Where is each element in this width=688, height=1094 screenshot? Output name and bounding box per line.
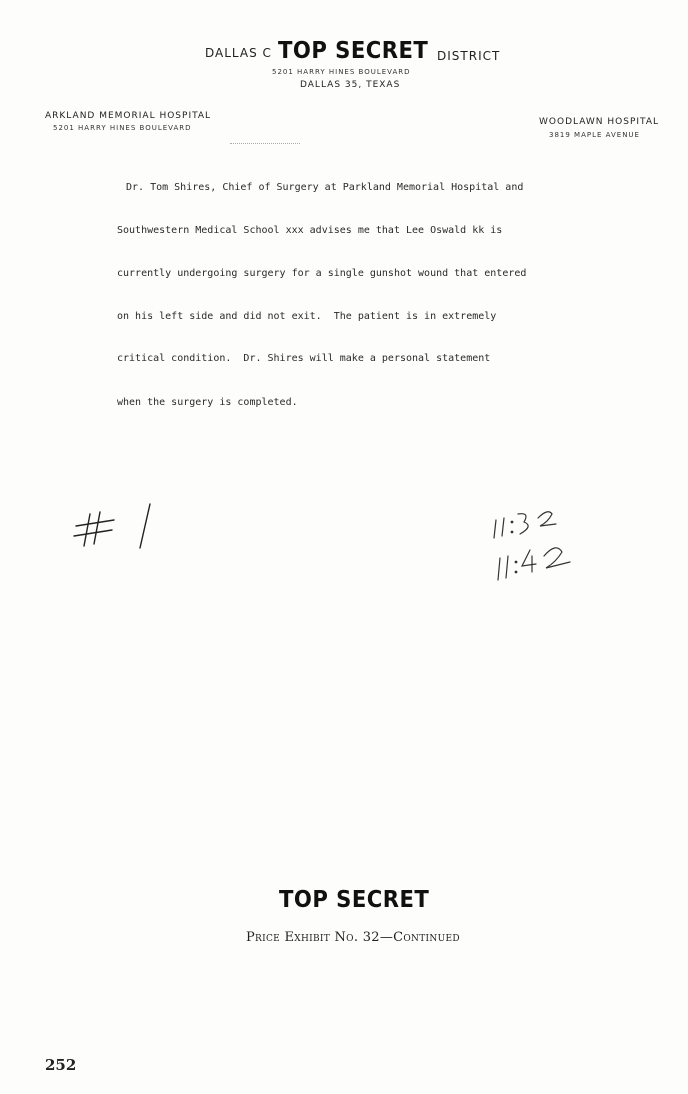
- body-line: Southwestern Medical School xxx advises me that Lee Oswald kk is: [117, 225, 503, 236]
- body-line: when the surgery is completed.: [117, 397, 298, 408]
- letterhead-district: DISTRICT: [437, 49, 501, 63]
- hospital-right-name: WOODLAWN HOSPITAL: [539, 117, 659, 127]
- handwritten-number-mark: [68, 500, 168, 560]
- handwritten-times: [490, 500, 600, 590]
- hospital-left-address: 5201 HARRY HINES BOULEVARD: [53, 124, 192, 132]
- top-secret-stamp-footer: TOP SECRET: [279, 887, 430, 913]
- hospital-left-name: ARKLAND MEMORIAL HOSPITAL: [45, 111, 212, 121]
- letterhead-county: DALLAS C: [205, 46, 272, 60]
- letterhead-city: DALLAS 35, TEXAS: [300, 80, 401, 90]
- body-line: Dr. Tom Shires, Chief of Surgery at Parkland Memorial Hospital and: [126, 182, 524, 193]
- top-secret-stamp-header: TOP SECRET: [278, 38, 429, 64]
- page-number: 252: [45, 1056, 77, 1074]
- letterhead-address: 5201 HARRY HINES BOULEVARD: [272, 68, 411, 76]
- body-line: critical condition. Dr. Shires will make a personal statement: [117, 353, 491, 364]
- body-line: currently undergoing surgery for a single gunshot wound that entered: [117, 268, 527, 279]
- hospital-right-address: 3819 MAPLE AVENUE: [549, 131, 640, 139]
- body-line: on his left side and did not exit. The patient is in extremely: [117, 311, 497, 322]
- exhibit-caption: Price Exhibit No. 32—Continued: [246, 930, 460, 945]
- smudge-mark: [230, 143, 300, 148]
